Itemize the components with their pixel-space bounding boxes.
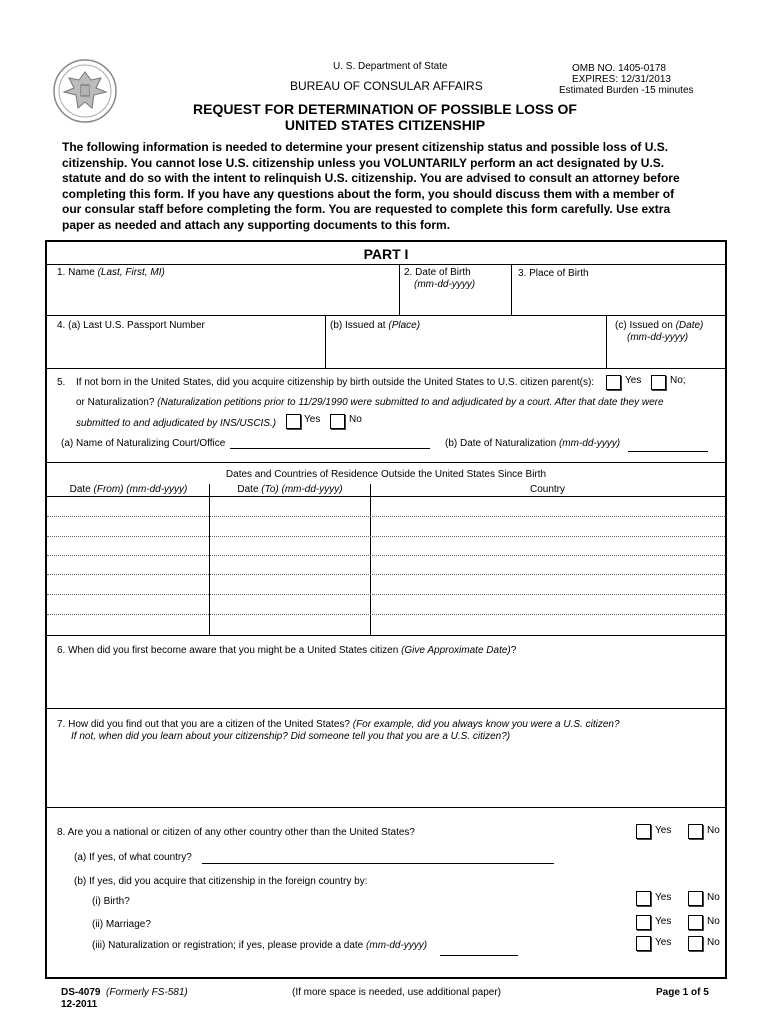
residence-table-row[interactable] — [47, 556, 725, 574]
court-input[interactable] — [230, 448, 430, 449]
q8-yes-label: Yes — [655, 825, 672, 836]
name-field[interactable] — [47, 265, 399, 315]
page-number: Page 1 of 5 — [656, 987, 709, 998]
omb-number: OMB NO. 1405-0178 — [572, 63, 666, 74]
birth-yes-label: Yes — [655, 892, 672, 903]
court-label: (a) Name of Naturalizing Court/Office — [61, 438, 226, 449]
q8a-country-input[interactable] — [202, 863, 554, 864]
issued-on-field[interactable] — [607, 316, 725, 368]
q2-label: 2. Date of Birth — [404, 267, 471, 278]
q5-no-label: No; — [670, 375, 686, 386]
q7-text: 7. How did you find out that you are a citizen of the United States? (For example, did you always know you were a U.S. citizen? — [57, 719, 620, 730]
form-date: 12-2011 — [61, 999, 98, 1010]
naturalization-no-checkbox[interactable] — [688, 936, 703, 951]
intro-line: statute and do so with the intent to relinquish U.S. citizenship. You are advised to consult an attorney before — [62, 171, 680, 185]
intro-line: The following information is needed to determine your present citizenship status and possible loss of U.S. — [62, 140, 669, 154]
q5-no-checkbox[interactable] — [651, 375, 666, 390]
part-heading: PART I — [363, 246, 409, 262]
q5-yes-checkbox[interactable] — [606, 375, 621, 390]
naturalization-date-input[interactable] — [628, 451, 708, 452]
intro-paragraph — [62, 140, 742, 233]
department-name: U. S. Department of State — [333, 61, 448, 72]
q8-text: 8. Are you a national or citizen of any other country other than the United States? — [57, 827, 415, 838]
form-number: DS-4079 (Formerly FS-581) — [61, 987, 188, 998]
issued-at-field[interactable] — [326, 316, 606, 368]
q8-no-label: No — [707, 825, 720, 836]
expires-date: EXPIRES: 12/31/2013 — [572, 74, 671, 85]
birth-no-label: No — [707, 892, 720, 903]
marriage-yes-label: Yes — [655, 916, 672, 927]
q3-label: 3. Place of Birth — [518, 268, 589, 279]
q5-ins-text: submitted to and adjudicated by INS/USCIS.) — [76, 418, 277, 429]
q8-no-checkbox[interactable] — [688, 824, 703, 839]
q8a-label: (a) If yes, of what country? — [74, 852, 192, 863]
q8biii-label: (iii) Naturalization or registration; if yes, please provide a date (mm-dd-yyyy) — [92, 940, 428, 951]
form-title-line1: REQUEST FOR DETERMINATION OF POSSIBLE LOSS OF — [193, 101, 577, 117]
naturalization-no-label: No — [707, 937, 720, 948]
estimated-burden: Estimated Burden -15 minutes — [559, 85, 694, 96]
intro-line: our consular staff before completing the form. You are requested to complete this form carefully. Use extra — [62, 202, 671, 216]
q5-yes-label: Yes — [625, 375, 642, 386]
residence-col-to: Date (To) (mm-dd-yyyy) — [237, 484, 343, 495]
residence-table-row[interactable] — [47, 517, 725, 536]
q5-number: 5. — [57, 377, 66, 388]
residence-heading: Dates and Countries of Residence Outside the United States Since Birth — [225, 469, 547, 480]
naturalization-date-label: (b) Date of Naturalization (mm-dd-yyyy) — [445, 438, 621, 449]
q7-hint: If not, when did you learn about your citizenship? Did someone tell you that you are a U.S. citizen?) — [71, 731, 511, 742]
q5-naturalization-yes-label: Yes — [304, 414, 321, 425]
q8bii-label: (ii) Marriage? — [92, 919, 151, 930]
residence-table-row[interactable] — [47, 595, 725, 614]
naturalization-yes-checkbox[interactable] — [636, 936, 651, 951]
q4c-hint: (mm-dd-yyyy) — [627, 332, 689, 343]
q5-text: If not born in the United States, did you acquire citizenship by birth outside the United States to U.S. citizen parent(s): — [76, 377, 595, 388]
q1-label: 1. Name (Last, First, MI) — [57, 267, 165, 278]
q8bi-label: (i) Birth? — [92, 896, 130, 907]
q5-naturalization-text: or Naturalization? (Naturalization petitions prior to 11/29/1990 were submitted to and adjudicated by a court. After that date they were — [76, 397, 664, 408]
q7-answer-area[interactable] — [47, 746, 725, 806]
bureau-name: BUREAU OF CONSULAR AFFAIRS — [290, 79, 483, 93]
q8b-label: (b) If yes, did you acquire that citizenship in the foreign country by: — [74, 876, 368, 887]
residence-col-country: Country — [529, 484, 565, 495]
q4c-label: (c) Issued on (Date) — [615, 320, 704, 331]
q8-yes-checkbox[interactable] — [636, 824, 651, 839]
marriage-no-checkbox[interactable] — [688, 915, 703, 930]
residence-table-row[interactable] — [47, 497, 725, 516]
footer-note: (If more space is needed, use additional paper) — [292, 987, 502, 998]
birth-yes-checkbox[interactable] — [636, 891, 651, 906]
q5-naturalization-yes-checkbox[interactable] — [286, 414, 301, 429]
passport-number-field[interactable] — [47, 316, 325, 368]
residence-table-row[interactable] — [47, 615, 725, 634]
dob-field[interactable] — [400, 265, 511, 315]
q4b-label: (b) Issued at (Place) — [330, 320, 421, 331]
q2-hint: (mm-dd-yyyy) — [414, 279, 476, 290]
residence-table-row[interactable] — [47, 575, 725, 594]
q5-naturalization-no-label: No — [349, 414, 362, 425]
marriage-no-label: No — [707, 916, 720, 927]
q6-answer-area[interactable] — [47, 660, 725, 707]
form-title-line2: UNITED STATES CITIZENSHIP — [284, 117, 486, 133]
birth-no-checkbox[interactable] — [688, 891, 703, 906]
q4a-label: 4. (a) Last U.S. Passport Number — [57, 320, 205, 331]
residence-table-row[interactable] — [47, 537, 725, 555]
residence-col-from: Date (From) (mm-dd-yyyy) — [69, 484, 188, 495]
marriage-yes-checkbox[interactable] — [636, 915, 651, 930]
q6-text: 6. When did you first become aware that you might be a United States citizen (Give Approximate Date)? — [57, 645, 517, 656]
q5-naturalization-no-checkbox[interactable] — [330, 414, 345, 429]
intro-line: citizenship. You cannot lose U.S. citizenship unless you VOLUNTARILY perform an act designated by U.S. — [62, 155, 665, 170]
intro-line: paper as needed and attach any supporting documents to this form. — [62, 217, 451, 232]
naturalization-yes-label: Yes — [655, 937, 672, 948]
naturalization-registration-date-input[interactable] — [440, 955, 518, 956]
intro-line: completing this form. If you have any questions about the form, you should discuss them with a member of — [62, 186, 675, 201]
place-of-birth-field[interactable] — [512, 265, 725, 315]
